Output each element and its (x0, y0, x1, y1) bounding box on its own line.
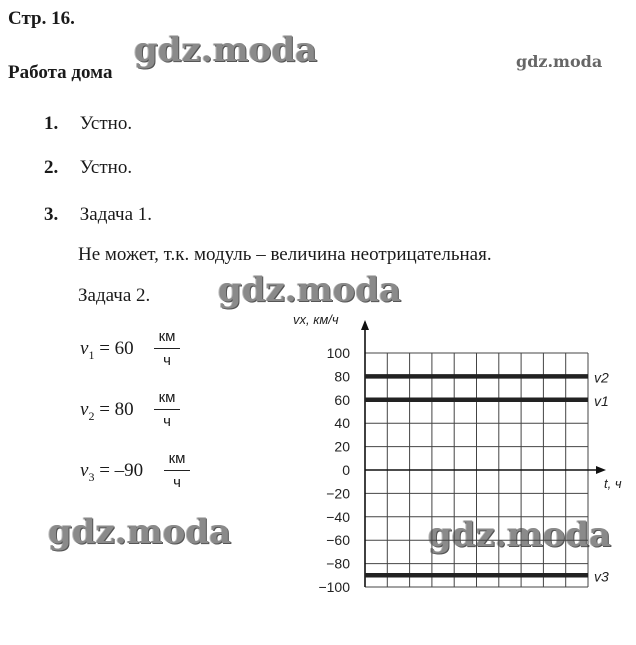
list-item (44, 204, 152, 226)
page-label: Стр. 16. (8, 8, 75, 29)
watermark-small: gdz.moda (516, 52, 603, 71)
equation-v2: $v_2 = 80$ (80, 399, 134, 423)
item-text: Устно. (79, 157, 133, 178)
task1-answer: Не может, т.к. модуль – величина неотрицательная. (78, 244, 492, 265)
item-number: 3. (44, 204, 59, 225)
watermark: gdz.moda (48, 512, 232, 552)
series-label-v3: v3 (594, 568, 609, 585)
series-label-v1: v1 (594, 392, 609, 409)
unit-fraction: км ч (154, 389, 180, 430)
task2-title: Задача 2. (78, 285, 151, 306)
unit-fraction: км ч (154, 328, 180, 369)
y-axis-arrow (361, 320, 369, 330)
section-title: Работа дома (8, 62, 113, 83)
item-number: 1. (44, 113, 59, 134)
watermark: gdz.moda (134, 30, 318, 70)
y-tick-label: −80 (326, 555, 350, 572)
item-number: 2. (44, 157, 59, 178)
watermark: gdz.moda (218, 270, 402, 310)
y-axis-label: vx, км/ч (293, 312, 339, 327)
chart-ticks (318, 345, 350, 595)
unit-fraction: км ч (164, 450, 190, 491)
y-tick-label: −60 (326, 532, 350, 549)
y-tick-label: 80 (334, 368, 350, 385)
y-tick-label: 20 (334, 438, 350, 455)
x-axis-arrow (596, 466, 606, 474)
series-label-v2: v2 (594, 369, 609, 386)
equation-v3: $v_3 = -90$ (80, 460, 144, 484)
y-tick-label: −100 (318, 579, 350, 595)
y-tick-label: 100 (326, 345, 350, 361)
watermark: gdz.moda (428, 515, 612, 555)
y-tick-label: −20 (326, 485, 350, 502)
equation-v1: $v_1 = 60$ (80, 338, 134, 362)
y-tick-label: 60 (334, 391, 350, 408)
y-tick-label: 0 (342, 462, 350, 478)
x-axis-label: t, ч (604, 476, 622, 491)
y-tick-label: −40 (326, 508, 350, 525)
item-text: Задача 1. (79, 204, 153, 225)
list-item (44, 113, 132, 135)
y-tick-label: 40 (334, 415, 350, 432)
list-item (44, 157, 132, 179)
item-text: Устно. (79, 113, 133, 134)
